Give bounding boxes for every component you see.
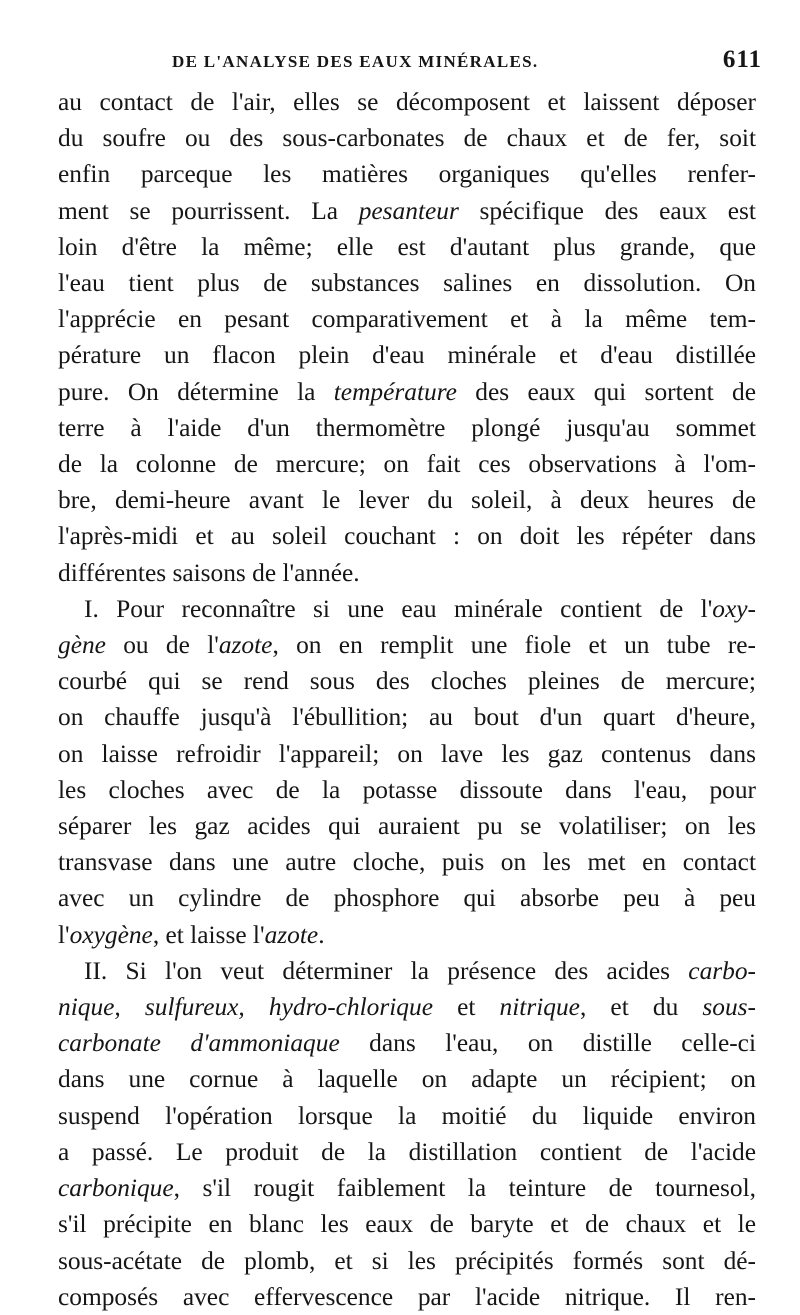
- text-line: [58, 337, 756, 373]
- text-segment: pure. On détermine la: [58, 377, 334, 406]
- text-segment: courbé qui se rend sous des cloches pleines de mercure;: [58, 667, 756, 696]
- text-segment: au contact de l'air, elles se décomposent et laissent déposer: [58, 88, 756, 116]
- text-line: [58, 1061, 756, 1097]
- text-segment: suspend l'opération lorsque la moitié du liquide environ: [58, 1101, 756, 1130]
- text-line: [58, 663, 756, 699]
- text-segment: l': [58, 920, 70, 949]
- text-line: [58, 1025, 756, 1061]
- italic-term: azote: [218, 631, 273, 660]
- text-segment: s'il précipite en blanc les eaux de baryte et de chaux et le: [58, 1210, 756, 1239]
- text-line: [58, 555, 756, 591]
- text-line: [58, 699, 756, 735]
- italic-term: sous-: [702, 993, 756, 1022]
- text-line: [58, 953, 756, 989]
- text-line: [58, 301, 756, 337]
- text-segment: , et laisse l': [152, 920, 265, 949]
- text-segment: .: [318, 920, 325, 949]
- text-segment: II. Si l'on veut déterminer la présence des acides: [84, 956, 689, 985]
- italic-term: gène: [58, 631, 106, 660]
- italic-term: oxy-: [712, 594, 756, 623]
- italic-term: azote: [264, 920, 319, 949]
- text-segment: enfin parceque les matières organiques qu'elles renfer-: [58, 160, 756, 189]
- text-segment: avec un cylindre de phosphore qui absorbe peu à peu: [58, 884, 756, 913]
- text-line: [58, 1098, 756, 1134]
- page-number: 611: [722, 46, 762, 73]
- text-segment: spécifique des eaux est: [458, 196, 756, 225]
- text-line: [58, 374, 756, 410]
- text-line: [58, 989, 756, 1025]
- text-segment: ment se pourrissent. La: [58, 196, 359, 225]
- text-line: [58, 1206, 756, 1242]
- text-line: [58, 84, 756, 120]
- text-segment: et: [432, 993, 500, 1022]
- text-segment: l'après-midi et au soleil couchant : on doit les répéter dans: [58, 522, 756, 551]
- italic-term: carbonique: [58, 1174, 174, 1203]
- text-segment: l'eau tient plus de substances salines en dissolution. On: [58, 269, 756, 298]
- text-line: [58, 917, 756, 953]
- text-segment: I. Pour reconnaître si une eau minérale contient de l': [84, 594, 713, 623]
- text-segment: différentes saisons de l'année.: [58, 558, 360, 587]
- italic-term: carbonate d'ammoniaque: [58, 1029, 340, 1058]
- text-line: [58, 591, 756, 627]
- text-line: [58, 120, 756, 156]
- italic-term: oxygène: [69, 920, 153, 949]
- text-line: [58, 1279, 756, 1315]
- text-line: [58, 772, 756, 808]
- text-segment: les cloches avec de la potasse dissoute dans l'eau, pour: [58, 775, 756, 804]
- text-segment: sous-acétate de plomb, et si les précipités formés sont dé-: [58, 1246, 756, 1275]
- italic-term: température: [333, 377, 457, 406]
- text-line: [58, 880, 756, 916]
- text-line: [58, 627, 756, 663]
- text-segment: des eaux qui sortent de: [456, 377, 756, 406]
- italic-term: pesanteur: [358, 196, 459, 225]
- italic-term: nitrique: [499, 993, 580, 1022]
- text-segment: a passé. Le produit de la distillation contient de l'acide: [58, 1137, 756, 1166]
- body-text: [58, 84, 756, 1315]
- text-segment: de la colonne de mercure; on fait ces observations à l'om-: [58, 450, 756, 479]
- text-segment: l'apprécie en pesant comparativement et à la même tem-: [58, 305, 756, 334]
- text-line: [58, 410, 756, 446]
- text-segment: loin d'être la même; elle est d'autant plus grande, que: [58, 232, 756, 261]
- italic-term: nique, sulfureux, hydro-chlorique: [58, 993, 433, 1022]
- text-line: [58, 482, 756, 518]
- text-segment: on laisse refroidir l'appareil; on lave les gaz contenus dans: [58, 739, 756, 768]
- text-line: [58, 265, 756, 301]
- text-segment: transvase dans une autre cloche, puis on les met en contact: [58, 848, 756, 877]
- text-segment: on chauffe jusqu'à l'ébullition; au bout d'un quart d'heure,: [58, 703, 756, 732]
- text-segment: terre à l'aide d'un thermomètre plongé jusqu'au sommet: [58, 413, 756, 442]
- text-line: [58, 808, 756, 844]
- text-line: [58, 229, 756, 265]
- italic-term: carbo-: [688, 956, 756, 985]
- text-segment: , on en remplit une fiole et un tube re-: [272, 631, 757, 660]
- text-line: [58, 518, 756, 554]
- running-head: DE L'ANALYSE DES EAUX MINÉRALES.: [172, 52, 539, 71]
- text-segment: ou de l': [105, 631, 219, 660]
- page-header: [172, 46, 762, 74]
- text-segment: , s'il rougit faiblement la teinture de tournesol,: [173, 1174, 756, 1203]
- text-line: [58, 1134, 756, 1170]
- text-segment: séparer les gaz acides qui auraient pu se volatiliser; on les: [58, 812, 756, 841]
- text-line: [58, 844, 756, 880]
- text-segment: du soufre ou des sous-carbonates de chaux et de fer, soit: [58, 124, 756, 153]
- text-segment: dans l'eau, on distille celle-ci: [339, 1029, 757, 1058]
- text-line: [58, 446, 756, 482]
- text-line: [58, 1170, 756, 1206]
- text-segment: , et du: [579, 993, 703, 1022]
- text-line: [58, 156, 756, 192]
- text-segment: bre, demi-heure avant le lever du soleil, à deux heures de: [58, 486, 756, 515]
- text-line: [58, 736, 756, 772]
- text-line: [58, 1243, 756, 1279]
- text-line: [58, 193, 756, 229]
- text-segment: dans une cornue à laquelle on adapte un récipient; on: [58, 1065, 756, 1094]
- text-segment: pérature un flacon plein d'eau minérale et d'eau distillée: [58, 341, 756, 370]
- text-segment: composés avec effervescence par l'acide nitrique. Il ren-: [58, 1282, 756, 1311]
